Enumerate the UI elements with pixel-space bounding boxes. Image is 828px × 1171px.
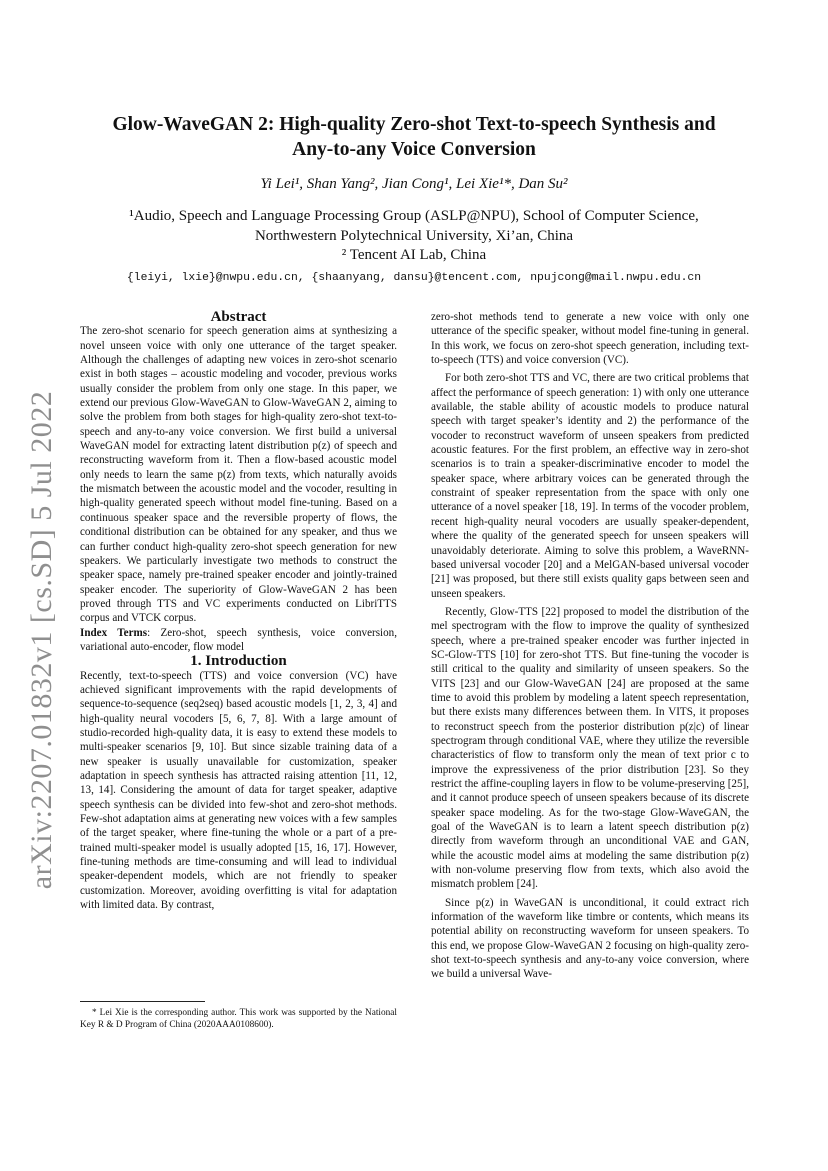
- footnote-divider: [80, 1001, 205, 1002]
- title-line-2: Any-to-any Voice Conversion: [292, 139, 536, 160]
- section-heading-introduction: 1. Introduction: [190, 653, 287, 670]
- arxiv-identifier-text: arXiv:2207.01832v1 [cs.SD] 5 Jul 2022: [25, 390, 58, 890]
- affiliation-line: ² Tencent AI Lab, China: [341, 247, 487, 263]
- affiliations: [80, 207, 748, 266]
- arxiv-identifier[interactable]: [22, 380, 62, 900]
- intro-paragraph-1: Recently, text-to-speech (TTS) and voice conversion (VC) have achieved significant improvements with the rapid developments of sequence-to-sequence (seq2seq) based acoustic models [1, 2, 3, 4] and high-quality neural vocoders [5, 6, 7, 8]. With a large amount of studio-recorded high-quality data, it is easy to extend these models to multi-speaker scenarios [9, 10]. But since sizable training data of a new speaker is usually unavailable for customization, speaker adaptation in speech synthesis has attracted raising attention [11, 12, 13, 14]. Considering the amount of data for target speaker, adaptive speech synthesis can be divided into few-shot and zero-shot methods. Few-shot adaptation aims at generating new voices with a few samples of the target speaker, where fine-tuning the whole or a part of a pre-trained multi-speaker model is usually adopted [15, 16, 17]. However, fine-tuning methods are time-consuming and will lead to individual speaker-dependent models, which are not friendly to speaker customization. Moreover, avoiding overfitting is vital for adaptation with limited data. By contrast,: [80, 669, 397, 912]
- title-line-1: Glow-WaveGAN 2: High-quality Zero-shot Text-to-speech Synthesis and: [112, 114, 716, 135]
- index-terms-text: : Zero-shot, speech synthesis, voice conversion, variational auto-encoder, flow model: [80, 626, 397, 653]
- intro-paragraph-4: Since p(z) in WaveGAN is unconditional, it could extract rich information of the waveform like timbre or contents, which means its potential ability on reconstructing waveform for unseen speakers. To this end, we propose Glow-WaveGAN 2 focusing on high-quality zero-shot text-to-speech synthesis and any-to-any voice conversion, where we build a universal Wave-: [431, 896, 749, 981]
- index-terms-label: Index Terms: [80, 626, 148, 639]
- abstract-body: The zero-shot scenario for speech generation aims at synthesizing a novel unseen voice with only one utterance of the target speaker. Although the challenges of adapting new voices in zero-shot scenario exist in both stages – acoustic modeling and vocoder, previous works usually consider the problem from only one stage. In this paper, we extend our previous Glow-WaveGAN to Glow-WaveGAN 2, aiming to solve the problem from both stages for high-quality zero-shot text-to-speech and any-to-any voice conversion. We first build a universal WaveGAN model for extracting latent distribution p(z) of speech and reconstructing waveform from it. Then a flow-based acoustic model only needs to learn the same p(z) from texts, which naturally avoids the mismatch between the acoustic model and the vocoder, resulting in high-quality generated speech without model fine-tuning. Based on a continuous speaker space and the reversible property of flows, the conditional distribution can be obtained for any speaker, and thus we can further conduct high-quality zero-shot speech generation for new speakers. We particularly investigate two methods to construct the speaker space, namely pre-trained speaker encoder and jointly-trained speaker encoder. The superiority of Glow-WaveGAN 2 has been proved through TTS and VC experiments conducted on LibriTTS corpus and VTCK corpus.: [80, 325, 397, 625]
- index-terms: [80, 626, 397, 655]
- left-column: [80, 310, 397, 912]
- right-column: [431, 310, 749, 982]
- intro-paragraph-3: Recently, Glow-TTS [22] proposed to model the distribution of the mel spectrogram with the flow to improve the quality of synthesized speech, where a pre-trained speaker encoder was further injected in SC-Glow-TTS [10] for zero-shot TTS. But fine-tuning the vocoder is still critical to the quality and similarity of unseen speakers. So the VITS [23] and our Glow-WaveGAN [24] are proposed at the same time to avoid this problem by modeling a latent speech representation, but there exists many differences between them. In VITS, it proposes to reconstruct speech from the posterior distribution p(z|c) of linear spectrogram through conditional VAE, where they utilize the reversible characteristics of flow to transform only the mean of text prior c to improve the expressiveness of the prior distribution [23]. So they restrict the affine-coupling layers in flow to be volume-preserving [25], and it cannot produce speech of unseen speakers because of its discrete speaker space modeling. As for the two-stage Glow-WaveGAN, the goal of the WaveGAN is to learn a latent speech distribution p(z) directly from waveform through an unconditional VAE and GAN, while the acoustic model aims at modeling the same distribution p(z) with non-volume preserving flow from texts, which also avoid the mismatch problem [24].: [431, 605, 749, 891]
- author-emails[interactable]: {leiyi, lxie}@nwpu.edu.cn, {shaanyang, dansu}@tencent.com, npujcong@mail.nwpu.edu.cn: [126, 272, 702, 284]
- intro-paragraph-2: For both zero-shot TTS and VC, there are two critical problems that affect the performance of speech generation: 1) with only one utterance available, the stable ability of acoustic models to produce natural speech with target speaker’s identity and 2) the performance of the vocoder to reconstruct waveform of unseen speakers from predicted acoustic features. For the first problem, an effective way in zero-shot scenarios is to train a speaker-discriminative encoder to model the speaker space, where arbitrary voices can be generated through the constraint of speaker representation from the space with only one utterance of a novel speaker [18, 19]. In terms of the vocoder problem, recent high-quality neural vocoders are usually speaker-dependent, where the quality of the generated speech for unseen speakers will unavoidably deteriorate. Aiming to solve this problem, a WaveRNN-based universal vocoder [20] and a MelGAN-based universal vocoder [21] was proposed, but there still exists quality gaps between seen and unseen speakers.: [431, 372, 749, 600]
- footnote: [80, 1007, 397, 1031]
- author-list: Yi Lei¹, Shan Yang², Jian Cong¹, Lei Xie¹*, Dan Su²: [260, 176, 568, 192]
- footnote-text: * Lei Xie is the corresponding author. This work was supported by the National Key R & D Program of China (2020AAA0108600).: [80, 1008, 397, 1030]
- intro-continuation: zero-shot methods tend to generate a new voice with only one utterance of the specific speaker, without model fine-tuning in general. In this work, we focus on zero-shot speech generation, including text-to-speech (TTS) and voice conversion (VC).: [431, 311, 749, 367]
- abstract-heading: Abstract: [210, 309, 267, 325]
- affiliation-line: ¹Audio, Speech and Language Processing Group (ASLP@NPU), School of Computer Science,: [129, 208, 699, 224]
- paper-title: [80, 112, 748, 162]
- affiliation-line: Northwestern Polytechnical University, Xi’an, China: [254, 227, 574, 244]
